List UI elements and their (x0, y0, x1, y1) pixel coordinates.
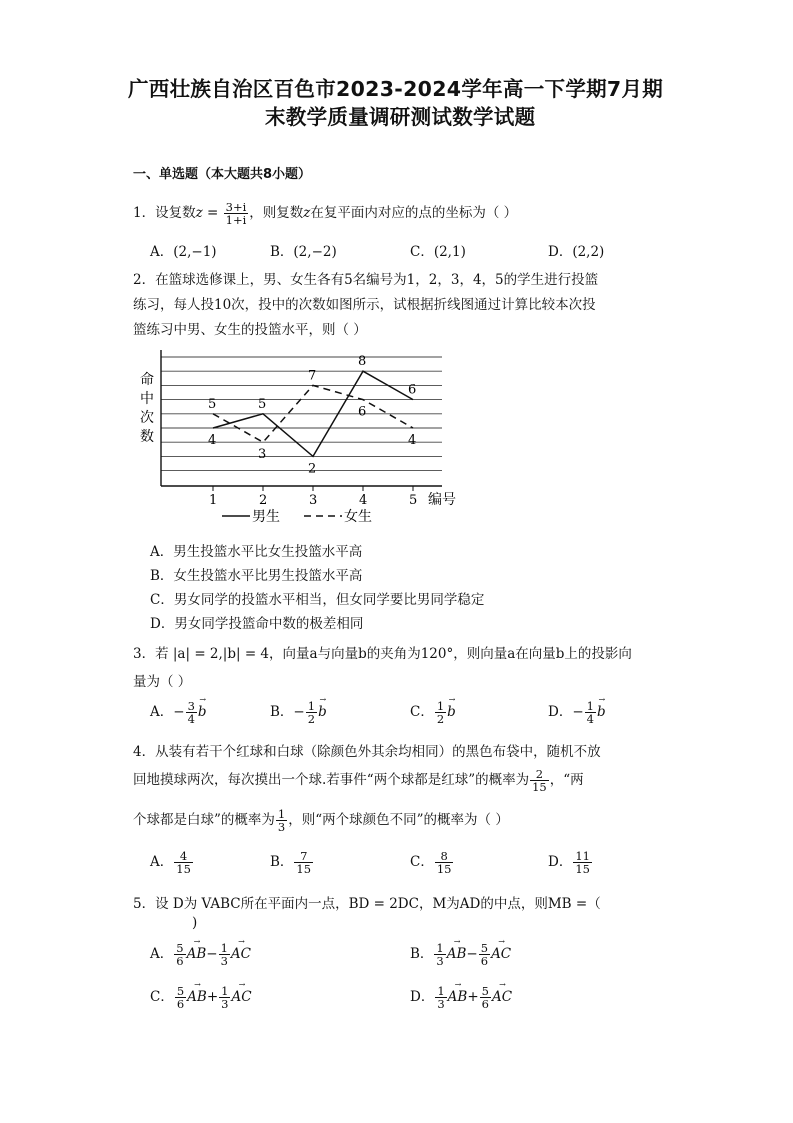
q4-line2-tail: ，“两 (549, 772, 584, 789)
q3-c-frac (435, 700, 446, 725)
q3-option-c[interactable] (410, 695, 456, 727)
q4-red-num: 2 (530, 768, 549, 781)
q4-line2 (133, 768, 584, 793)
q5-b-label: B． (410, 946, 434, 963)
line-chart (130, 340, 470, 530)
q5-a-label: A． (150, 946, 174, 963)
q4-d-num: 11 (575, 849, 590, 863)
q1-frac-den: 1+i (225, 213, 247, 228)
q5-a-frac2: $\frac{1}{3}$ (220, 941, 228, 969)
q5-c-vec1: → AB (187, 980, 207, 1006)
q3-a-vector: → b (197, 695, 207, 721)
q4-a-den: 15 (176, 862, 191, 877)
q3-option-d[interactable] (548, 695, 606, 727)
q4-option-a[interactable] (150, 850, 194, 875)
q5-c-vec2: → AC (231, 980, 252, 1006)
q4-line2-text: 回地摸球两次，每次摸出一个球.若事件“两个球都是红球”的概率为 (133, 772, 530, 789)
q4-b-frac (294, 850, 313, 875)
q5-option-a[interactable] (150, 937, 251, 969)
q5-a-vec1: → AB (186, 937, 207, 963)
q3-line1: 3．若 |a| = 2,|b| = 4，向量a与向量b的夹角为120°，则向量a在向量b上的投影向 (133, 646, 632, 662)
q4-a-frac (174, 850, 193, 875)
q4-line3 (133, 808, 509, 833)
q3-b-den: 2 (307, 712, 316, 727)
q3-c-prefix: C． (410, 704, 434, 721)
q3-line2: 量为（ ） (133, 674, 192, 690)
q5-c-op: + (206, 989, 219, 1006)
question-1-stem (133, 201, 517, 226)
q4-c-den: 15 (436, 862, 452, 877)
q4-option-c[interactable] (410, 850, 454, 875)
q5-c-frac2: $\frac{1}{3}$ (221, 984, 229, 1012)
q2-line1: 2．在篮球选修课上，男、女生各有5名编号为1，2，3，4，5的学生进行投篮 (133, 272, 599, 288)
q5-d-op: + (467, 989, 479, 1006)
q5-c-label: C． (150, 989, 174, 1006)
q1-var-z: z (195, 205, 203, 222)
q1-option-d[interactable]: D．(2,2) (548, 244, 605, 260)
q1-option-b[interactable]: B．(2,−2) (270, 244, 337, 260)
q4-d-prefix: D． (548, 854, 573, 871)
q3-option-b[interactable] (270, 695, 327, 727)
chart-x-tick-label: 2 (259, 493, 268, 508)
q2-option-c[interactable]: C．男女同学的投篮水平相当，但女同学要比男同学稳定 (150, 592, 485, 608)
q2-line2: 练习，每人投10次，投中的次数如图所示，试根据折线图通过计算比较本次投 (133, 297, 596, 313)
q3-d-sign: − (572, 704, 584, 721)
q5-d-vec1: → AB (447, 980, 468, 1006)
chart-x-tick-label: 1 (209, 493, 218, 508)
q5-line2: ) (192, 915, 198, 931)
q4-option-d[interactable] (548, 850, 593, 875)
q1-fraction (224, 201, 249, 226)
q1-frac-num: 3+i (225, 200, 247, 214)
q4-d-den: 15 (575, 862, 590, 877)
chart-x-axis-label: 编号 (428, 492, 456, 508)
q4-a-num: 4 (174, 850, 193, 863)
chart-x-tick-label: 3 (309, 493, 318, 508)
q5-line1: 5．设 D为 VABC所在平面内一点，BD = 2DC，M为AD的中点，则MB =（ (133, 896, 601, 912)
q3-c-num: 1 (436, 699, 445, 713)
q4-line3-text: 个球都是白球”的概率为 (133, 812, 275, 829)
q5-a-vec2: → AC (230, 937, 251, 963)
q4-c-frac (435, 850, 454, 875)
chart-data-label-female: 6 (358, 404, 367, 420)
chart-x-tick-label: 5 (409, 493, 418, 508)
q5-d-label: D． (410, 989, 435, 1006)
q3-d-vector: → b (596, 695, 606, 721)
q3-a-frac (186, 700, 197, 725)
q3-b-sign: − (293, 704, 305, 721)
q3-b-frac (306, 700, 317, 725)
q2-line3: 篮练习中男、女生的投篮水平，则（ ） (133, 322, 367, 338)
q3-d-frac (585, 700, 596, 725)
q1-stem-b: ，则复数 (249, 205, 304, 222)
q3-c-vector: → b (447, 695, 456, 721)
chart-data-label-female: 3 (258, 447, 267, 463)
q3-b-vector: → b (318, 695, 327, 721)
q5-a-frac1: $\frac{5}{6}$ (176, 941, 184, 969)
q3-d-num: 1 (586, 699, 594, 713)
chart-data-label-female: 5 (208, 396, 217, 412)
chart-legend-male: 男生 (252, 509, 280, 525)
q5-d-frac2: $\frac{5}{6}$ (481, 984, 489, 1012)
chart-data-label-male: 4 (208, 433, 217, 448)
q2-option-d[interactable]: D．男女同学投篮命中数的极差相同 (150, 616, 364, 632)
q3-d-den: 4 (586, 712, 594, 727)
chart-y-axis-label-char: 数 (140, 429, 154, 445)
q5-d-vec2: → AC (491, 980, 513, 1006)
chart-data-label-male: 2 (308, 461, 317, 477)
q3-option-a[interactable] (150, 695, 207, 727)
section-header: 一、单选题（本大题共8小题） (133, 167, 312, 182)
q4-option-b[interactable] (270, 850, 314, 875)
chart-y-axis-label-char: 中 (140, 391, 154, 407)
chart-data-label-male: 5 (258, 396, 267, 412)
q3-b-num: 1 (307, 699, 316, 713)
chart-y-axis-label-char: 次 (140, 410, 154, 426)
q5-option-b[interactable] (410, 937, 512, 969)
q3-a-num: 3 (187, 699, 195, 713)
q4-white-den: 3 (277, 820, 286, 835)
q3-d-prefix: D． (548, 704, 573, 721)
q4-c-prefix: C． (410, 854, 434, 871)
chart-x-tick-label: 4 (359, 493, 368, 508)
chart-data-label-female: 7 (308, 368, 317, 384)
q3-a-sign: − (173, 704, 185, 721)
q4-frac-red (530, 768, 549, 793)
q3-a-prefix: A． (150, 704, 174, 721)
q1-var-z2: z (303, 205, 311, 222)
q4-red-den: 15 (532, 780, 547, 795)
q1-stem-a: 1．设复数 (133, 205, 196, 222)
chart-data-label-male: 6 (408, 382, 417, 398)
q5-b-vec1: → AB (446, 937, 467, 963)
q5-option-c[interactable] (150, 980, 252, 1012)
chart-data-label-male: 8 (358, 354, 367, 370)
q5-b-frac1: $\frac{1}{3}$ (436, 941, 444, 969)
q1-option-a[interactable]: A．(2,−1) (150, 244, 217, 260)
q4-b-prefix: B． (270, 854, 294, 871)
q1-option-c[interactable]: C．(2,1) (410, 244, 466, 260)
q2-option-a[interactable]: A．男生投篮水平比女生投篮水平高 (150, 544, 363, 560)
chart-legend-female: 女生 (344, 509, 372, 525)
q5-d-frac1: $\frac{1}{3}$ (437, 984, 445, 1012)
q3-a-den: 4 (187, 712, 195, 727)
q4-b-num: 7 (294, 850, 313, 863)
q5-b-op: − (466, 946, 478, 963)
q5-b-vec2: → AC (491, 937, 512, 963)
q3-b-prefix: B． (270, 704, 294, 721)
page-title-line1: 广西壮族自治区百色市2023-2024学年高一下学期7月期 (128, 77, 664, 101)
chart-data-label-female: 4 (408, 433, 417, 448)
q4-frac-white (276, 808, 287, 833)
q5-a-op: − (206, 946, 218, 963)
q1-eq: = (202, 205, 223, 222)
q4-c-num: 8 (435, 850, 454, 863)
q4-line1: 4．从装有若干个红球和白球（除颜色外其余均相同）的黑色布袋中，随机不放 (133, 744, 601, 760)
page-title-line2: 末教学质量调研测试数学试题 (265, 105, 536, 129)
q5-option-d[interactable] (410, 980, 513, 1012)
q2-option-b[interactable]: B．女生投篮水平比男生投篮水平高 (150, 568, 363, 584)
q4-white-num: 1 (277, 807, 286, 821)
q4-d-frac (573, 850, 592, 875)
q3-c-den: 2 (436, 712, 445, 727)
q5-b-frac2: $\frac{5}{6}$ (480, 941, 489, 969)
q4-line3-tail: ，则“两个球颜色不同”的概率为（ ） (288, 812, 509, 829)
chart-y-axis-label-char: 命 (140, 372, 154, 388)
q4-a-prefix: A． (150, 854, 174, 871)
q5-c-frac1: $\frac{5}{6}$ (176, 984, 185, 1012)
q4-b-den: 15 (296, 862, 312, 877)
q1-stem-c: 在复平面内对应的点的坐标为（ ） (310, 205, 518, 222)
